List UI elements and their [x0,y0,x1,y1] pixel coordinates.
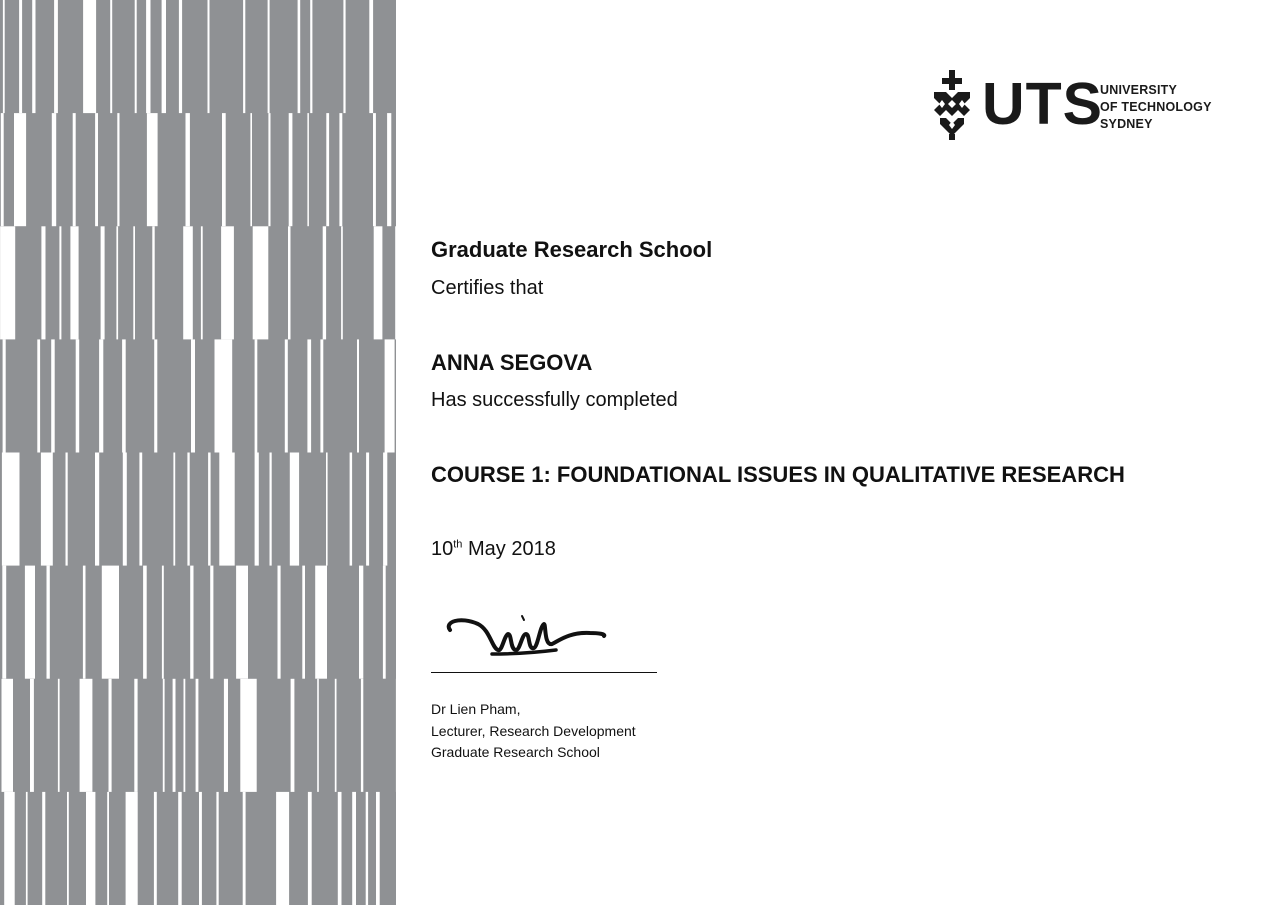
uts-crest-icon [930,70,974,140]
uts-logo [930,70,1230,142]
signatory-unit: Graduate Research School [431,744,600,760]
signatory-name: Dr Lien Pham, [431,701,521,717]
signatory-title: Lecturer, Research Development [431,722,636,739]
course-title: COURSE 1: FOUNDATIONAL ISSUES IN QUALITATIVE RESEARCH [431,462,1125,487]
completed-text: Has successfully completed [431,389,678,411]
recipient-name: ANNA SEGOVA [431,350,593,375]
decorative-barcode-pattern [0,0,396,905]
signature-line [431,672,657,673]
issuing-school: Graduate Research School [431,237,713,262]
certifies-text: Certifies that [431,277,544,299]
completion-date: 10th May 2018 [431,538,556,560]
signatory-block [431,699,636,764]
uts-wordmark: UTS [982,71,1103,137]
university-name: UNIVERSITY OF TECHNOLOGY SYDNEY [1100,83,1212,131]
signature [440,608,620,668]
